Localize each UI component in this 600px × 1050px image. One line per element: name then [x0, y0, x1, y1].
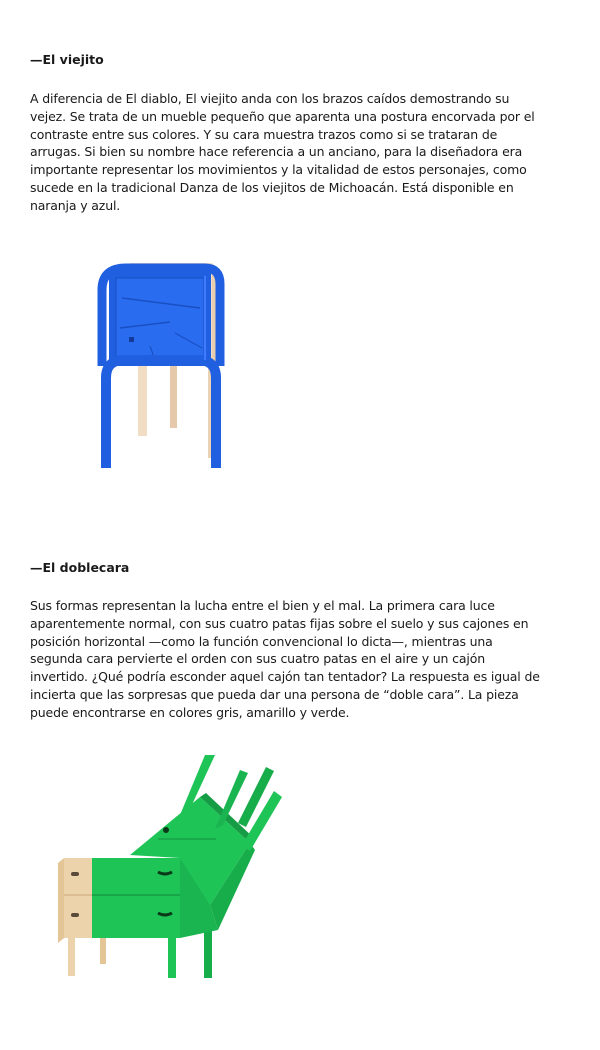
section-heading: —El doblecara — [30, 560, 130, 575]
el-viejito-photo — [30, 238, 310, 498]
section-el-viejito-body — [30, 90, 540, 215]
el-doblecara-photo — [40, 755, 340, 985]
section-el-doblecara-body — [30, 597, 540, 722]
section-heading: —El viejito — [30, 52, 104, 67]
section-el-doblecara — [30, 560, 540, 576]
section-paragraph: A diferencia de El diablo, El viejito anda con los brazos caídos demostrando su vejez. Se trata de un mueble pequeño que aparenta una postura encorvada por el contraste entre sus colores. Y su cara muestra trazos como si se trataran de arrugas. Si bien su nombre hace referencia a un anciano, para la diseñadora era importante representar los movimientos y la vitalidad de estos personajes, como sucede en la tradicional Danza de los viejitos de Michoacán. Está disponible en naranja y azul. — [30, 91, 535, 213]
section-el-viejito — [30, 52, 540, 68]
section-paragraph: Sus formas representan la lucha entre el bien y el mal. La primera cara luce aparentemente normal, con sus cuatro patas fijas sobre el suelo y sus cajones en posición horizontal —como la función convencional lo dicta—, mientras una segunda cara pervierte el orden con sus cuatro patas en el aire y un cajón invertido. ¿Qué podría esconder aquel cajón tan tentador? La respuesta es igual de incierta que las sorpresas que pueda dar una persona de “doble cara”. La pieza puede encontrarse en colores gris, amarillo y verde. — [30, 598, 540, 720]
